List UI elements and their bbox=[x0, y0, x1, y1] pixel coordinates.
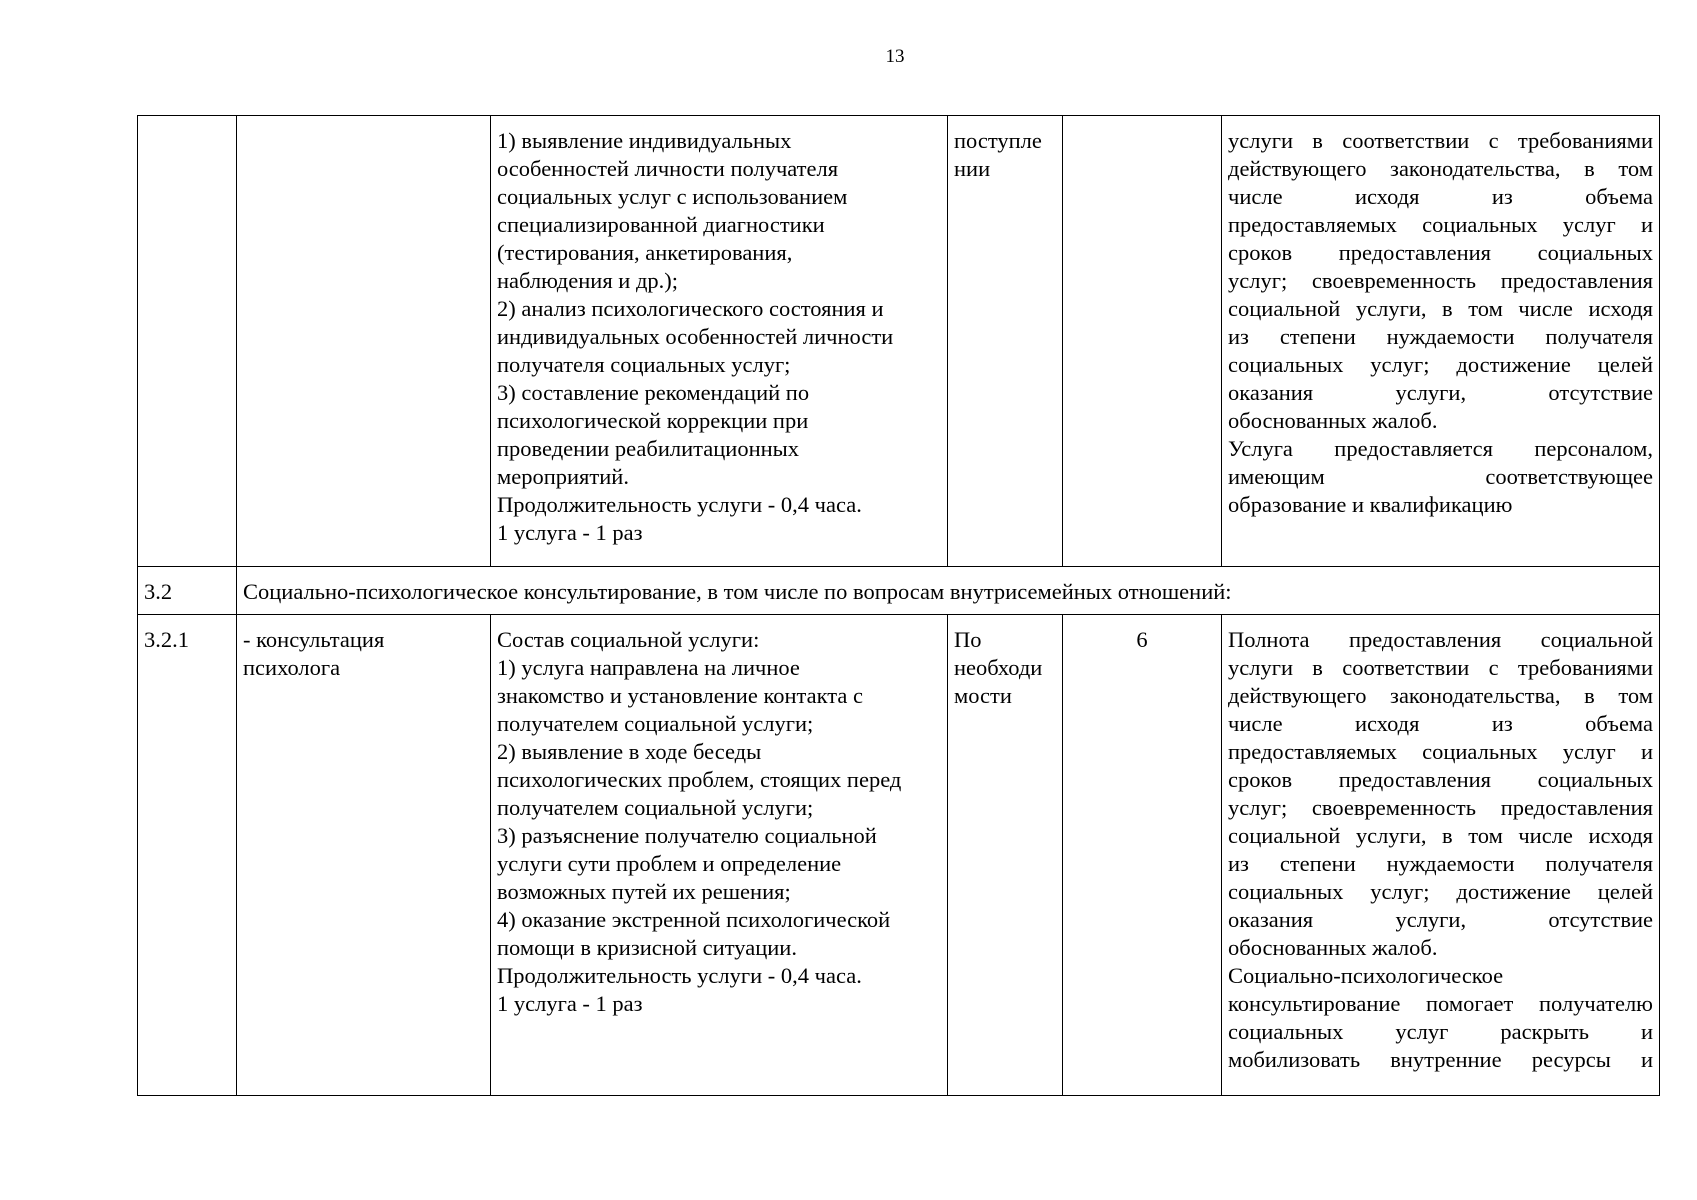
quality-line: обоснованных жалоб. bbox=[1228, 935, 1438, 960]
quality-line: из степени нуждаемости получателя bbox=[1228, 851, 1653, 876]
periodicity-line: По bbox=[954, 627, 982, 652]
service-name-line: психолога bbox=[243, 655, 341, 680]
service-description-cell bbox=[491, 116, 948, 567]
service-name-cell bbox=[237, 615, 491, 1096]
description-line: 4) оказание экстренной психологической bbox=[497, 907, 891, 932]
description-line: 1 услуга - 1 раз bbox=[497, 520, 643, 545]
description-line: 3) разъяснение получателю социальной bbox=[497, 823, 877, 848]
quality-line: действующего законодательства, в том bbox=[1228, 156, 1653, 181]
quality-line: имеющим соответствующее bbox=[1228, 464, 1653, 489]
quality-line: оказания услуги, отсутствие bbox=[1228, 907, 1653, 932]
description-line: получателем социальной услуги; bbox=[497, 795, 814, 820]
quality-line: социальных услуг; достижение целей bbox=[1228, 352, 1653, 377]
description-line: помощи в кризисной ситуации. bbox=[497, 935, 797, 960]
page-number: 13 bbox=[885, 46, 905, 67]
description-line: 1) услуга направлена на личное bbox=[497, 655, 800, 680]
quality-line: сроков предоставления социальных bbox=[1228, 240, 1653, 265]
description-line: индивидуальных особенностей личности bbox=[497, 324, 894, 349]
row-number-cell bbox=[138, 116, 237, 567]
table-row-section bbox=[138, 567, 1660, 615]
services-table bbox=[137, 115, 1660, 1096]
section-title-cell: Социально-психологическое консультирование, в том числе по вопросам внутрисемейных отношений: bbox=[237, 567, 1660, 615]
description-line: социальных услуг с использованием bbox=[497, 184, 848, 209]
quality-line: Социально-психологическое bbox=[1228, 963, 1504, 988]
description-line: услуги сути проблем и определение bbox=[497, 851, 842, 876]
table-row-continuation bbox=[138, 116, 1660, 567]
section-number-cell: 3.2 bbox=[138, 567, 237, 615]
periodicity-cell bbox=[948, 615, 1063, 1096]
description-line: проведении реабилитационных bbox=[497, 436, 800, 461]
quality-line: социальных услуг раскрыть и bbox=[1228, 1019, 1653, 1044]
quality-line: услуг; своевременность предоставления bbox=[1228, 268, 1653, 293]
quality-line: действующего законодательства, в том bbox=[1228, 683, 1653, 708]
quality-line: предоставляемых социальных услуг и bbox=[1228, 739, 1653, 764]
quality-line: образование и квалификацию bbox=[1228, 492, 1513, 517]
description-line: (тестирования, анкетирования, bbox=[497, 240, 793, 265]
service-name-line: - консультация bbox=[243, 627, 385, 652]
description-line: 1) выявление индивидуальных bbox=[497, 128, 792, 153]
count-cell: 6 bbox=[1063, 615, 1222, 1096]
description-line: возможных путей их решения; bbox=[497, 879, 791, 904]
row-number-cell: 3.2.1 bbox=[138, 615, 237, 1096]
description-line: особенностей личности получателя bbox=[497, 156, 839, 181]
quality-line: социальных услуг; достижение целей bbox=[1228, 879, 1653, 904]
quality-line: услуги в соответствии с требованиями bbox=[1228, 128, 1653, 153]
count-cell bbox=[1063, 116, 1222, 567]
description-line: 2) выявление в ходе беседы bbox=[497, 739, 762, 764]
description-line: получателя социальных услуг; bbox=[497, 352, 791, 377]
periodicity-line: мости bbox=[954, 683, 1012, 708]
service-name-cell bbox=[237, 116, 491, 567]
quality-line: консультирование помогает получателю bbox=[1228, 991, 1653, 1016]
quality-line: мобилизовать внутренние ресурсы и bbox=[1228, 1047, 1653, 1072]
quality-line: социальной услуги, в том числе исходя bbox=[1228, 296, 1653, 321]
periodicity-line: поступле bbox=[954, 128, 1042, 153]
description-line: 1 услуга - 1 раз bbox=[497, 991, 643, 1016]
description-line: 3) составление рекомендаций по bbox=[497, 380, 810, 405]
quality-line: числе исходя из объема bbox=[1228, 184, 1653, 209]
service-description-cell bbox=[491, 615, 948, 1096]
quality-line: Полнота предоставления социальной bbox=[1228, 627, 1653, 652]
description-line: наблюдения и др.); bbox=[497, 268, 679, 293]
periodicity-line: нии bbox=[954, 156, 991, 181]
description-line: Продолжительность услуги - 0,4 часа. bbox=[497, 963, 862, 988]
quality-indicators-cell bbox=[1222, 615, 1660, 1096]
description-line: Состав социальной услуги: bbox=[497, 627, 760, 652]
description-line: мероприятий. bbox=[497, 464, 629, 489]
periodicity-line: необходи bbox=[954, 655, 1043, 680]
table-row-service bbox=[138, 615, 1660, 1096]
periodicity-cell bbox=[948, 116, 1063, 567]
quality-line: из степени нуждаемости получателя bbox=[1228, 324, 1653, 349]
quality-line: оказания услуги, отсутствие bbox=[1228, 380, 1653, 405]
quality-line: услуг; своевременность предоставления bbox=[1228, 795, 1653, 820]
quality-indicators-cell bbox=[1222, 116, 1660, 567]
description-line: знакомство и установление контакта с bbox=[497, 683, 863, 708]
description-line: специализированной диагностики bbox=[497, 212, 825, 237]
description-line: 2) анализ психологического состояния и bbox=[497, 296, 884, 321]
quality-line: числе исходя из объема bbox=[1228, 711, 1653, 736]
quality-line: Услуга предоставляется персоналом, bbox=[1228, 436, 1653, 461]
description-line: психологической коррекции при bbox=[497, 408, 809, 433]
description-line: Продолжительность услуги - 0,4 часа. bbox=[497, 492, 862, 517]
description-line: психологических проблем, стоящих перед bbox=[497, 767, 902, 792]
quality-line: предоставляемых социальных услуг и bbox=[1228, 212, 1653, 237]
quality-line: обоснованных жалоб. bbox=[1228, 408, 1438, 433]
quality-line: услуги в соответствии с требованиями bbox=[1228, 655, 1653, 680]
quality-line: сроков предоставления социальных bbox=[1228, 767, 1653, 792]
description-line: получателем социальной услуги; bbox=[497, 711, 814, 736]
quality-line: социальной услуги, в том числе исходя bbox=[1228, 823, 1653, 848]
